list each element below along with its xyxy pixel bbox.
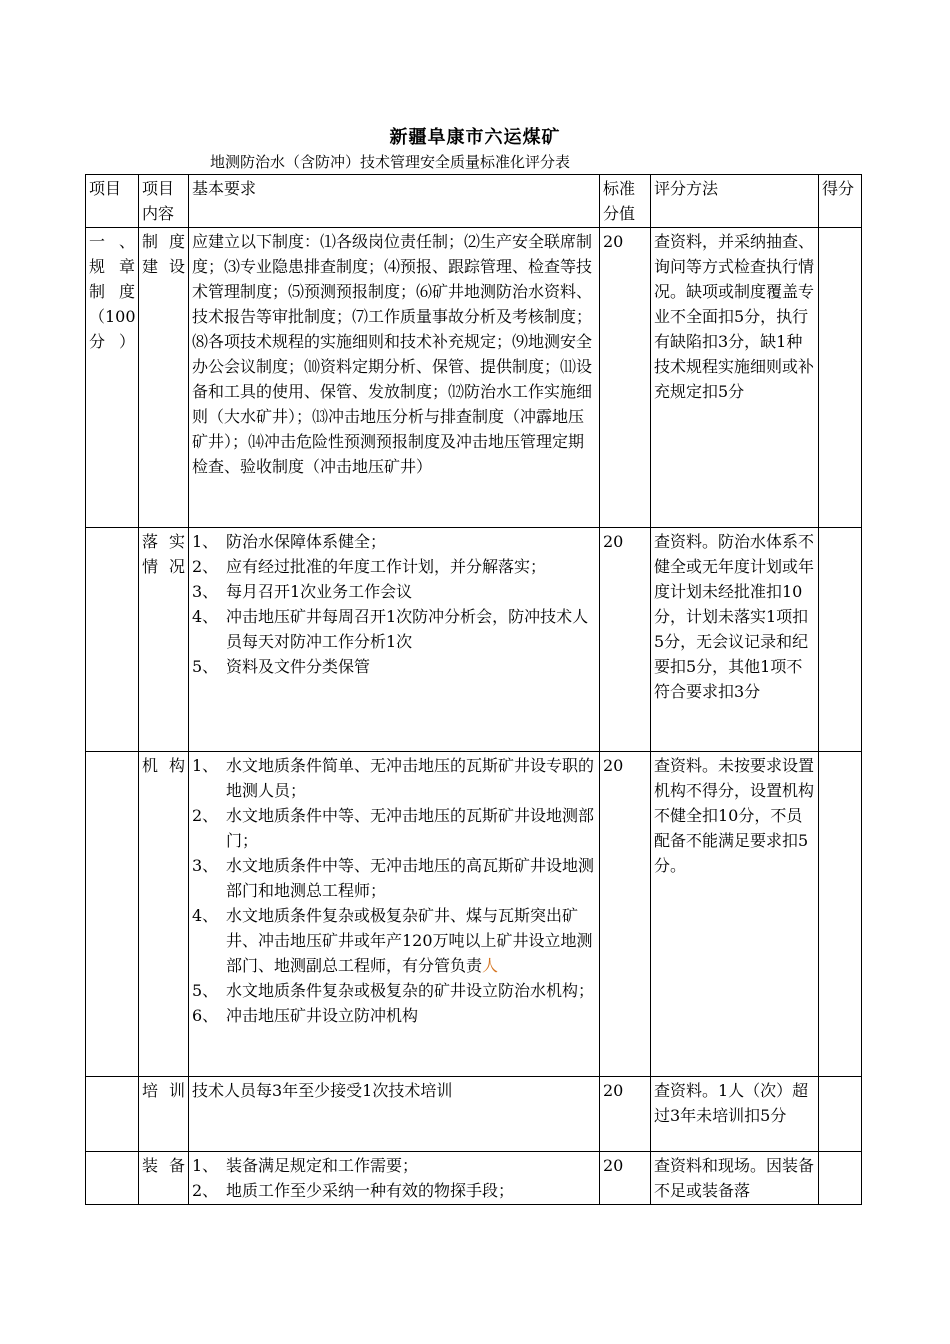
list-text: 水文地质条件中等、无冲击地压的瓦斯矿井设地测部门； [226, 806, 595, 850]
header-score-line1: 标准 [603, 179, 636, 198]
item-line: （100 [89, 307, 136, 326]
item-line: 制 度 [89, 282, 135, 301]
list-number: 5、 [192, 981, 219, 1000]
result-cell [819, 752, 862, 1077]
method-cell: 查资料。1人（次）超过3年未培训扣5分 [651, 1077, 819, 1152]
item-cell [86, 228, 139, 528]
table-row [86, 752, 862, 1077]
list-text: 每月召开1次业务工作会议 [226, 582, 413, 601]
content-line: 制 度 [142, 232, 185, 251]
item-cell [86, 528, 139, 752]
list-item [192, 1178, 596, 1203]
header-method: 评分方法 [651, 175, 819, 228]
table-row [86, 228, 862, 528]
list-number: 6、 [192, 1006, 219, 1025]
list-number: 1、 [192, 1156, 219, 1175]
requirement-cell: 应建立以下制度：⑴各级岗位责任制；⑵生产安全联席制度；⑶专业隐患排查制度；⑷预报、跟踪管理、检查等技术管理制度；⑸预测预报制度；⑹矿井地测防治水资料、技术报告等审批制度；⑺工作质量事故分析及考核制度；⑻各项技术规程的实施细则和技术补充规定；⑼地测安全办公会议制度；⑽资料定期分析、保管、提供制度；⑾设备和工具的使用、保管、发放制度；⑿防治水工作实施细则（大水矿井）；⒀冲击地压分析与排查制度（冲霹地压矿井）；⒁冲击危险性预测预报制度及冲击地压管理定期检查、验收制度（冲击地压矿井） [189, 228, 600, 528]
list-item [192, 753, 596, 803]
content-cell [139, 752, 189, 1077]
content-line: 落 实 [142, 532, 185, 551]
score-cell: 20 [600, 228, 651, 528]
list-item [192, 654, 596, 679]
method-cell: 查资料，并采纳抽查、询问等方式检查执行情况。缺项或制度覆盖专业不全面扣5分，执行有缺陷扣3分，缺1种技术规程实施细则或补充规定扣5分 [651, 228, 819, 528]
list-text: 防治水保障体系健全； [226, 532, 387, 551]
list-text: 冲击地压矿井设立防冲机构 [226, 1006, 419, 1025]
item-line: 分） [89, 332, 135, 351]
list-number: 3、 [192, 582, 219, 601]
list-item [192, 579, 596, 604]
list-item [192, 1003, 596, 1028]
item-line: 规 章 [89, 257, 135, 276]
score-cell: 20 [600, 752, 651, 1077]
list-text: 装备满足规定和工作需要； [226, 1156, 419, 1175]
header-content-line1: 项目 [142, 179, 175, 198]
score-table [85, 174, 862, 1205]
list-item [192, 554, 596, 579]
method-cell: 查资料。未按要求设置机构不得分，设置机构不健全扣10分，不员配备不能满足要求扣5分。 [651, 752, 819, 1077]
list-item [192, 903, 596, 978]
requirement-cell [189, 1152, 600, 1205]
header-score [600, 175, 651, 228]
list-text: 地质工作至少采纳一种有效的物探手段； [226, 1181, 515, 1200]
list-number: 1、 [192, 532, 219, 551]
list-number: 4、 [192, 906, 219, 925]
list-number: 1、 [192, 756, 219, 775]
list-text: 冲击地压矿井每周召开1次防冲分析会，防冲技术人员每天对防冲工作分析1次 [226, 607, 589, 651]
list-number: 5、 [192, 657, 219, 676]
list-item [192, 853, 596, 903]
method-cell: 查资料和现场。因装备不足或装备落 [651, 1152, 819, 1205]
score-cell: 20 [600, 1077, 651, 1152]
document-title: 新疆阜康市六运煤矿 [389, 127, 561, 148]
item-line: 一、 [89, 232, 135, 251]
list-text: 应有经过批准的年度工作计划，并分解落实； [226, 557, 547, 576]
requirement-cell [189, 752, 600, 1077]
list-text: 水文地质条件复杂或极复杂矿井、煤与瓦斯突出矿井、冲击地压矿井或年产120万吨以上矿井设立地测部门、地测副总工程师，有分管负责 [226, 906, 593, 975]
header-item: 项目 [86, 175, 139, 228]
content-cell [139, 1077, 189, 1152]
list-item [192, 978, 596, 1003]
header-score-line2: 分值 [603, 204, 636, 223]
list-number: 2、 [192, 806, 219, 825]
content-cell [139, 528, 189, 752]
result-cell [819, 1077, 862, 1152]
item-cell [86, 1077, 139, 1152]
list-text: 水文地质条件复杂或极复杂的矿井设立防治水机构； [226, 981, 595, 1000]
header-content-line2: 内容 [142, 204, 175, 223]
list-item [192, 529, 596, 554]
result-cell [819, 1152, 862, 1205]
document-subtitle: 地测防治水（含防冲）技术管理安全质量标准化评分表 [210, 153, 571, 171]
content-cell [139, 1152, 189, 1205]
content-line: 建设 [142, 257, 185, 276]
list-item [192, 803, 596, 853]
highlighted-char: 人 [482, 956, 499, 975]
score-cell: 20 [600, 528, 651, 752]
content-line: 机构 [142, 756, 185, 775]
method-cell: 查资料。防治水体系不健全或无年度计划或年度计划未经批准扣10分，计划未落实1项扣5分，无会议记录和纪要扣5分，其他1项不符合要求扣3分 [651, 528, 819, 752]
list-number: 2、 [192, 557, 219, 576]
content-cell [139, 228, 189, 528]
table-row [86, 528, 862, 752]
list-item [192, 1153, 596, 1178]
list-number: 4、 [192, 607, 219, 626]
result-cell [819, 228, 862, 528]
table-row [86, 1152, 862, 1205]
list-text: 资料及文件分类保管 [226, 657, 371, 676]
content-line: 情况 [142, 557, 185, 576]
content-line: 装备 [142, 1156, 185, 1175]
result-cell [819, 528, 862, 752]
header-result: 得分 [819, 175, 862, 228]
list-text: 水文地质条件简单、无冲击地压的瓦斯矿井设专职的地测人员； [226, 756, 595, 800]
header-requirement: 基本要求 [189, 175, 600, 228]
list-item [192, 604, 596, 654]
header-content [139, 175, 189, 228]
content-line: 培训 [142, 1081, 185, 1100]
header-row [86, 175, 862, 228]
item-cell [86, 1152, 139, 1205]
requirement-cell [189, 528, 600, 752]
list-number: 2、 [192, 1181, 219, 1200]
table-row [86, 1077, 862, 1152]
item-cell [86, 752, 139, 1077]
requirement-cell: 技术人员每3年至少接受1次技术培训 [189, 1077, 600, 1152]
list-number: 3、 [192, 856, 219, 875]
list-text: 水文地质条件中等、无冲击地压的高瓦斯矿井设地测部门和地测总工程师； [226, 856, 595, 900]
score-cell: 20 [600, 1152, 651, 1205]
